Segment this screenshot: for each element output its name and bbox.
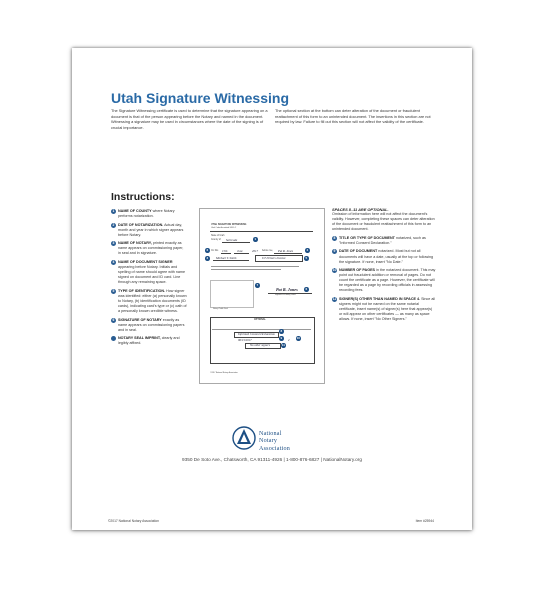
month-line bbox=[234, 253, 249, 254]
note-head: DATE OF DOCUMENT bbox=[339, 249, 378, 254]
note-item bbox=[332, 297, 436, 322]
seal-label: Notary Public Seal bbox=[213, 308, 228, 310]
marker-2: 2 bbox=[206, 248, 209, 252]
state-label: State of Utah bbox=[211, 235, 225, 237]
instruction-item bbox=[111, 241, 187, 256]
notary-line bbox=[213, 260, 249, 261]
item-number: Item #25944 bbox=[415, 519, 434, 523]
signature-label: Signature of Notary Public bbox=[275, 294, 296, 296]
day-line bbox=[221, 253, 231, 254]
intro-right: The optional section at the bottom can deter alteration of the document or fraudulent reattachment of this form to an unintended document. The insertions in this section are not required by law. Failure to fill out this section will not affect the validity of the certificate. bbox=[275, 108, 431, 125]
note-head: SIGNER(S) OTHER THAN NAMED IN SPACE 4. bbox=[339, 296, 421, 301]
footer-address: 9350 De Soto Ave., Chatsworth, CA 91311-4926 | 1-800-876-6827 | NationalNotary.org bbox=[182, 457, 362, 462]
optional-label: OPTIONAL bbox=[254, 319, 266, 321]
number-badge: 1 bbox=[112, 209, 115, 213]
optional-notes bbox=[332, 207, 436, 326]
certificate-header: UTAH SIGNATURE WITNESSING bbox=[211, 224, 247, 226]
instruction-head: TYPE OF IDENTIFICATION. bbox=[118, 288, 166, 293]
marker-1: 1 bbox=[254, 237, 257, 241]
instruction-head: NAME OF NOTARY, bbox=[118, 241, 152, 246]
on-this-label: On this bbox=[211, 250, 219, 252]
number-badge: 10 bbox=[332, 268, 337, 273]
pages-value: 2 bbox=[288, 338, 290, 342]
number-badge: 4 bbox=[112, 259, 115, 264]
number-badge: 11 bbox=[332, 296, 337, 301]
text-line bbox=[211, 266, 299, 267]
instruction-head: NAME OF COUNTY bbox=[118, 209, 152, 213]
marker-4: 4 bbox=[306, 248, 309, 252]
marker-10: 10 bbox=[296, 336, 300, 340]
signer-line bbox=[274, 253, 302, 254]
instruction-text: How signer was identified: either (a) personally known to Notary, (b) identification documents (ID cards), indicating card's type or (c) oath of a personally known credible witness. bbox=[118, 288, 187, 314]
text-line bbox=[212, 329, 311, 330]
document-page bbox=[72, 48, 472, 530]
note-item bbox=[332, 268, 436, 293]
note-head: TITLE OR TYPE OF DOCUMENT bbox=[339, 235, 395, 240]
certificate-footer: ©2017 National Notary Association bbox=[210, 372, 238, 374]
note-text: notarized, such as "Informed Consent Declaration." bbox=[339, 235, 426, 245]
note-text: in the notarized document. This may point out fraudulent addition or removal of pages. Do not count the certificate as a page. However, the certificate will be regarded as a page by recording officials in assessing recording fees. bbox=[339, 268, 436, 293]
doc-date-value: 06/15/2017 bbox=[238, 338, 252, 342]
instruction-text: Actual day, month and year in which signer appears before Notary. bbox=[118, 222, 184, 237]
copyright: ©2017 National Notary Association bbox=[108, 519, 159, 523]
instruction-text: appearing before Notary. Initials and spelling of name should agree with name signed on document and ID card. Line through any remaining space. bbox=[118, 265, 186, 285]
before-label: before me, bbox=[262, 250, 273, 252]
signer-value: Pat R. Jones bbox=[278, 249, 294, 253]
id-value: UT Drivers License bbox=[262, 256, 286, 260]
instruction-item bbox=[111, 318, 187, 333]
instruction-item bbox=[111, 223, 187, 238]
marker-11: 11 bbox=[281, 343, 285, 347]
notary-value: Michael T. Smith bbox=[216, 256, 237, 260]
logo-line: National bbox=[259, 431, 282, 437]
month-value: June bbox=[237, 249, 243, 253]
instruction-text: where Notary performs notarization. bbox=[118, 209, 175, 219]
marker-5: 5 bbox=[305, 256, 308, 260]
year-value: 2017 bbox=[252, 249, 258, 253]
optional-heading: SPACES 8–11 ARE OPTIONAL. bbox=[332, 207, 389, 212]
instructions-list bbox=[111, 209, 187, 350]
number-badge: 5 bbox=[112, 288, 115, 293]
number-badge: 9 bbox=[333, 249, 336, 254]
number-badge: 6 bbox=[112, 317, 115, 322]
instruction-item bbox=[111, 336, 187, 346]
note-item bbox=[332, 236, 436, 246]
county-label: County of bbox=[211, 239, 221, 241]
instruction-head: NOTARY SEAL IMPRINT, bbox=[118, 336, 161, 341]
certificate-subheader: Utah Code Annotated §46-1-2 bbox=[211, 227, 237, 229]
logo-line: Notary bbox=[259, 438, 278, 445]
doc-title-value: Informed Consent Declaration bbox=[238, 332, 275, 336]
logo-line: Association bbox=[259, 445, 290, 452]
seal-bullet-icon bbox=[111, 336, 116, 341]
notary-signature: Pat R. Jones bbox=[276, 287, 298, 292]
instruction-item bbox=[111, 289, 187, 314]
instruction-head: SIGNATURE OF NOTARY bbox=[118, 317, 162, 322]
page-title: Utah Signature Witnessing bbox=[111, 90, 290, 106]
marker-9: 9 bbox=[280, 336, 283, 340]
instruction-item bbox=[111, 209, 187, 219]
instruction-head: NAME OF DOCUMENT SIGNER bbox=[118, 259, 173, 264]
marker-3: 3 bbox=[206, 256, 209, 260]
seal-area bbox=[210, 280, 254, 308]
instruction-text: exactly as name appears on commissioning papers and in seal. bbox=[118, 317, 185, 332]
county-line bbox=[222, 242, 250, 243]
optional-text: Omission of information here will not affect the document's validity. However, completing these spaces can deter alteration of the document or fraudulent reattachment of this form to an unintended document. bbox=[332, 212, 435, 232]
header-rule bbox=[210, 231, 313, 232]
other-signers-value: No other signers bbox=[250, 343, 271, 347]
note-text: Since all signers might not be named on the same notarial certificate, insert name(s) of signer(s) here that appear(s) or will appear on other certificates — as many as space allows. If none, insert "No Other Signers." bbox=[339, 296, 436, 322]
note-item bbox=[332, 249, 436, 264]
marker-7: 7 bbox=[256, 283, 259, 287]
note-head: NUMBER OF PAGES bbox=[339, 268, 375, 273]
number-badge: 3 bbox=[112, 241, 115, 246]
instructions-heading: Instructions: bbox=[111, 191, 175, 203]
instruction-item bbox=[111, 260, 187, 285]
text-line bbox=[211, 269, 281, 270]
instruction-text: clearly and legibly affixed. bbox=[118, 336, 180, 346]
number-badge: 2 bbox=[112, 222, 115, 227]
marker-8: 8 bbox=[280, 329, 283, 333]
county-value: Salt Lake bbox=[226, 238, 238, 242]
instruction-head: DATE OF NOTARIZATION. bbox=[118, 222, 164, 227]
number-badge: 8 bbox=[333, 235, 336, 240]
nna-logo-text bbox=[259, 431, 290, 453]
note-text: notarized. Most but not all documents will have a date, usually at the top or following the signature. If none, insert "No Date." bbox=[339, 249, 434, 264]
sample-certificate bbox=[199, 208, 325, 384]
nna-logo-icon bbox=[232, 426, 256, 450]
marker-6: 6 bbox=[305, 287, 308, 291]
day-value: 15th bbox=[222, 249, 228, 253]
instruction-text: printed exactly as name appears on commissioning paper, in seal and in signature. bbox=[118, 241, 184, 256]
intro-left: The Signature Witnessing certificate is used to determine that the signature appearing on a document is that of the person appearing before the Notary and named in the document. Witnessing a signature may be used in circumstances where the date of the signing is of crucial importance. bbox=[111, 108, 268, 130]
